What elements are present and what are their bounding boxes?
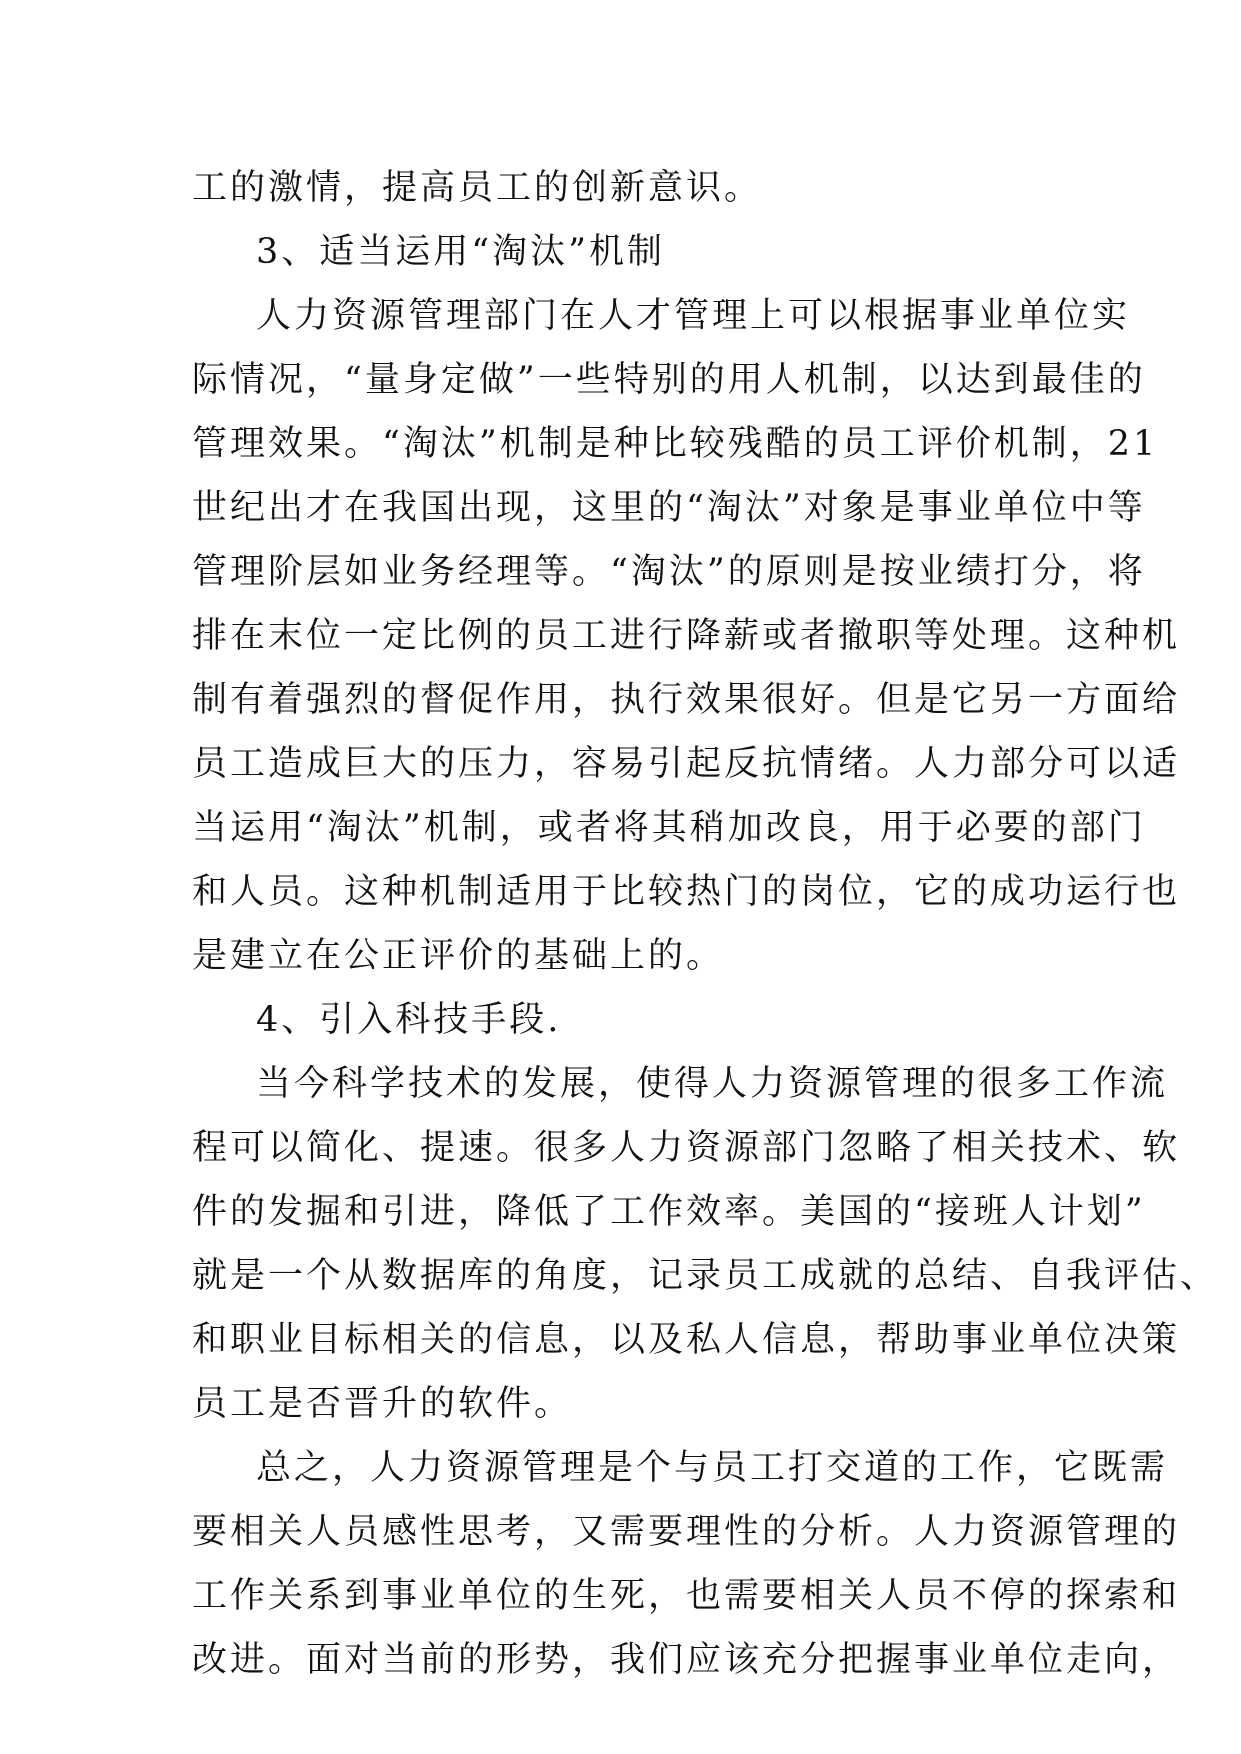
text-line-21: 总之，人力资源管理是个与员工打交道的工作，它既需 bbox=[256, 1448, 1169, 1488]
text-line-17: 件的发掘和引进，降低了工作效率。美国的“接班人计划” bbox=[192, 1192, 1146, 1232]
text-line-3: 人力资源管理部门在人才管理上可以根据事业单位实 bbox=[256, 296, 1131, 336]
text-line-13: 是建立在公正评价的基础上的。 bbox=[192, 936, 725, 976]
text-line-19: 和职业目标相关的信息，以及私人信息，帮助事业单位决策 bbox=[192, 1320, 1181, 1360]
text-line-9: 制有着强烈的督促作用，执行效果很好。但是它另一方面给 bbox=[192, 680, 1181, 720]
text-line-11: 当运用“淘汰”机制，或者将其稍加改良，用于必要的部门 bbox=[192, 808, 1146, 848]
text-line-7: 管理阶层如业务经理等。“淘汰”的原则是按业绩打分，将 bbox=[192, 552, 1146, 592]
text-line-18: 就是一个从数据库的角度，记录员工成就的总结、自我评估、 bbox=[192, 1256, 1219, 1296]
text-line-16: 程可以简化、提速。很多人力资源部门忽略了相关技术、软 bbox=[192, 1128, 1181, 1168]
text-line-12: 和人员。这种机制适用于比较热门的岗位，它的成功运行也 bbox=[192, 872, 1181, 912]
text-line-1: 工的激情，提高员工的创新意识。 bbox=[192, 168, 763, 208]
text-line-4: 际情况，“量身定做”一些特别的用人机制，以达到最佳的 bbox=[192, 360, 1146, 400]
text-line-22: 要相关人员感性思考，又需要理性的分析。人力资源管理的 bbox=[192, 1512, 1181, 1552]
section-heading-4: 4、引入科技手段. bbox=[256, 1000, 562, 1040]
document-body bbox=[192, 156, 1219, 1692]
text-line-10: 员工造成巨大的压力，容易引起反抗情绪。人力部分可以适 bbox=[192, 744, 1181, 784]
text-line-15: 当今科学技术的发展，使得人力资源管理的很多工作流 bbox=[256, 1064, 1169, 1104]
text-line-24: 改进。面对当前的形势，我们应该充分把握事业单位走向， bbox=[192, 1640, 1181, 1680]
text-line-6: 世纪出才在我国出现，这里的“淘汰”对象是事业单位中等 bbox=[192, 488, 1146, 528]
text-line-5: 管理效果。“淘汰”机制是种比较残酷的员工评价机制，21 bbox=[192, 424, 1159, 464]
text-line-8: 排在末位一定比例的员工进行降薪或者撤职等处理。这种机 bbox=[192, 616, 1181, 656]
text-line-20: 员工是否晋升的软件。 bbox=[192, 1384, 573, 1424]
text-line-23: 工作关系到事业单位的生死，也需要相关人员不停的探索和 bbox=[192, 1576, 1181, 1616]
section-heading-3: 3、适当运用“淘汰”机制 bbox=[256, 232, 666, 272]
